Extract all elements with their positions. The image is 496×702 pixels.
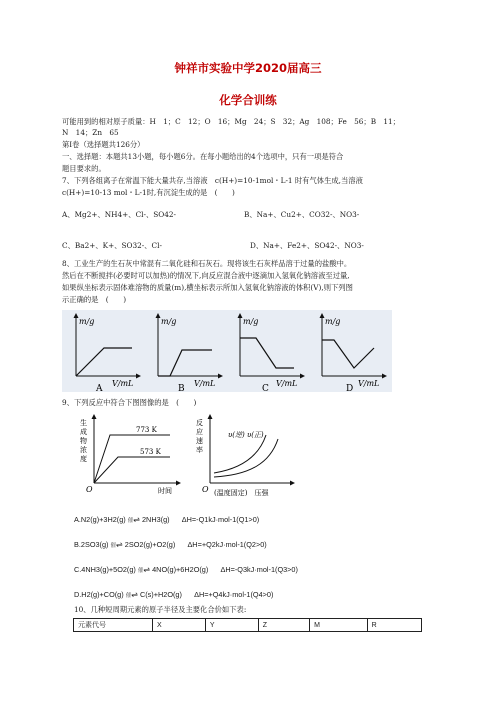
table-header-cell: R xyxy=(367,619,421,632)
table-header-cell: Y xyxy=(205,619,258,632)
table-header-cell: M xyxy=(310,619,367,632)
q9-curve-773k: 773 K xyxy=(136,426,157,434)
q9-option-a: A.N2(g)+3H2(g) 催⇌ 2NH3(g) ΔH=-Q1kJ·mol-1(Q1>0) xyxy=(74,515,260,524)
q8-c-ylabel: m/g xyxy=(243,317,259,326)
q9-stem: 9、下列反应中符合下图图像的是 ( ) xyxy=(62,398,197,407)
q7-stem-2: c(H+)=10-13 mol・L-1时,有沉淀生成的是 ( ) xyxy=(62,188,235,197)
q8-a-ylabel: m/g xyxy=(79,317,95,326)
catalyst-arrow-icon: 催 xyxy=(125,593,132,599)
q9-g1-ylabel-3: 浓 xyxy=(80,446,87,454)
q7-option-d: D、Na+、Fe2+、SO42-、NO3- xyxy=(250,241,364,250)
q9-g2-ylabel-2: 速 xyxy=(196,437,203,445)
q9-graphs xyxy=(80,413,300,497)
q9-g2-ylabel-0: 反 xyxy=(196,419,203,427)
element-table xyxy=(73,618,422,632)
q7-stem-1: 7、下列各组离子在常温下能大量共存,当溶液 c(H+)=10-1mol・L-1 时有气体生成,当溶液 xyxy=(62,176,363,185)
q8-b-letter: B xyxy=(178,384,185,392)
q9-curve-573k: 573 K xyxy=(140,448,161,456)
q9-option-b: B.2SO3(g) 催⇌ 2SO2(g)+O2(g) ΔH=+Q2kJ·mol-1(Q2>0) xyxy=(74,540,267,549)
table-header-cell: X xyxy=(153,619,206,632)
q9-g1-origin: O xyxy=(86,485,93,494)
q9-g2-ylabel-3: 率 xyxy=(196,446,203,454)
atomic-mass-line1: 可能用到的相对原子质量：H 1；C 12；O 16；Mg 24；S 32；Ag 108；Fe 56；B 11； xyxy=(62,117,400,126)
q9-rate-graph xyxy=(196,415,294,497)
q8-graphs xyxy=(62,310,392,392)
q8-b-ylabel: m/g xyxy=(161,317,177,326)
page-title: 钟祥市实验中学2020届高三 xyxy=(174,61,322,75)
q8-d-ylabel: m/g xyxy=(325,317,341,326)
q10-stem: 10、几种短周期元素的原子半径及主要化合价如下表: xyxy=(74,605,247,614)
catalyst-arrow-icon: 催 xyxy=(110,543,117,549)
q8-d-xlabel: V/mL xyxy=(358,379,380,388)
q9-option-d: D.H2(g)+CO(g) 催⇌ C(s)+H2O(g) ΔH=+Q4kJ·mol-1(Q4>0) xyxy=(74,590,274,599)
q9-g2-ylabel-1: 应 xyxy=(196,428,203,436)
q9-g1-ylabel-0: 生 xyxy=(80,419,87,427)
table-header-cell: 元素代号 xyxy=(74,619,153,632)
q8-a-letter: A xyxy=(96,384,103,392)
q8-stem-1: 8、工业生产的生石灰中常混有二氧化硅和石灰石。现将该生石灰样品溶于过量的盐酸中。 xyxy=(62,259,352,268)
q8-stem-3: 如果纵坐标表示固体难溶物的质量(m),横坐标表示所加入氢氧化钠溶液的体积(V),则下列图 xyxy=(62,283,353,292)
section-instructions-1: 一、选择题：本题共13小题，每小题6分。在每小题给出的4个选项中，只有一项是符合 xyxy=(62,152,344,161)
q9-g2-origin: O xyxy=(202,485,209,494)
q9-option-c: C.4NH3(g)+5O2(g) 催⇌ 4NO(g)+6H2O(g) ΔH=-Q3kJ·mol-1(Q3>0) xyxy=(74,565,298,574)
section-instructions-2: 题目要求的。 xyxy=(62,164,106,173)
q8-stem-4: 示正确的是 ( ) xyxy=(62,295,127,304)
page-subtitle: 化学合训练 xyxy=(219,93,277,107)
q9-concentration-graph xyxy=(80,415,180,495)
q9-g1-ylabel-1: 成 xyxy=(80,428,87,436)
q7-option-c: C、Ba2+、K+、SO32-、Cl- xyxy=(62,241,162,250)
volume-heading: 第Ⅰ卷（选择题共126分） xyxy=(62,140,145,149)
q9-g1-xlabel: 时间 xyxy=(158,487,172,495)
q8-stem-2: 然后在不断搅拌(必要时可以加热)的情况下,向反应混合液中逐滴加入氢氧化钠溶液至过量, xyxy=(62,271,350,280)
q9-g1-ylabel-2: 物 xyxy=(80,437,87,445)
atomic-mass-line2: N 14；Zn 65 xyxy=(62,128,119,137)
table-row xyxy=(74,619,422,632)
q7-option-b: B、Na+、Cu2+、CO32-、NO3- xyxy=(244,210,360,219)
catalyst-arrow-icon: 催 xyxy=(127,518,134,524)
q9-g2-legend: υ(逆) υ(正) xyxy=(228,431,264,439)
q8-b-xlabel: V/mL xyxy=(194,379,216,388)
q8-d-letter: D xyxy=(346,384,354,392)
q8-c-letter: C xyxy=(262,384,269,392)
q7-option-a: A、Mg2+、NH4+、Cl-、SO42- xyxy=(62,210,176,219)
table-header-cell: Z xyxy=(258,619,309,632)
q9-g2-xlabel: (温度固定) 压强 xyxy=(214,489,269,497)
q9-g1-ylabel-4: 度 xyxy=(80,455,87,463)
q8-a-xlabel: V/mL xyxy=(112,379,134,388)
q8-c-xlabel: V/mL xyxy=(276,379,298,388)
catalyst-arrow-icon: 催 xyxy=(137,568,144,574)
